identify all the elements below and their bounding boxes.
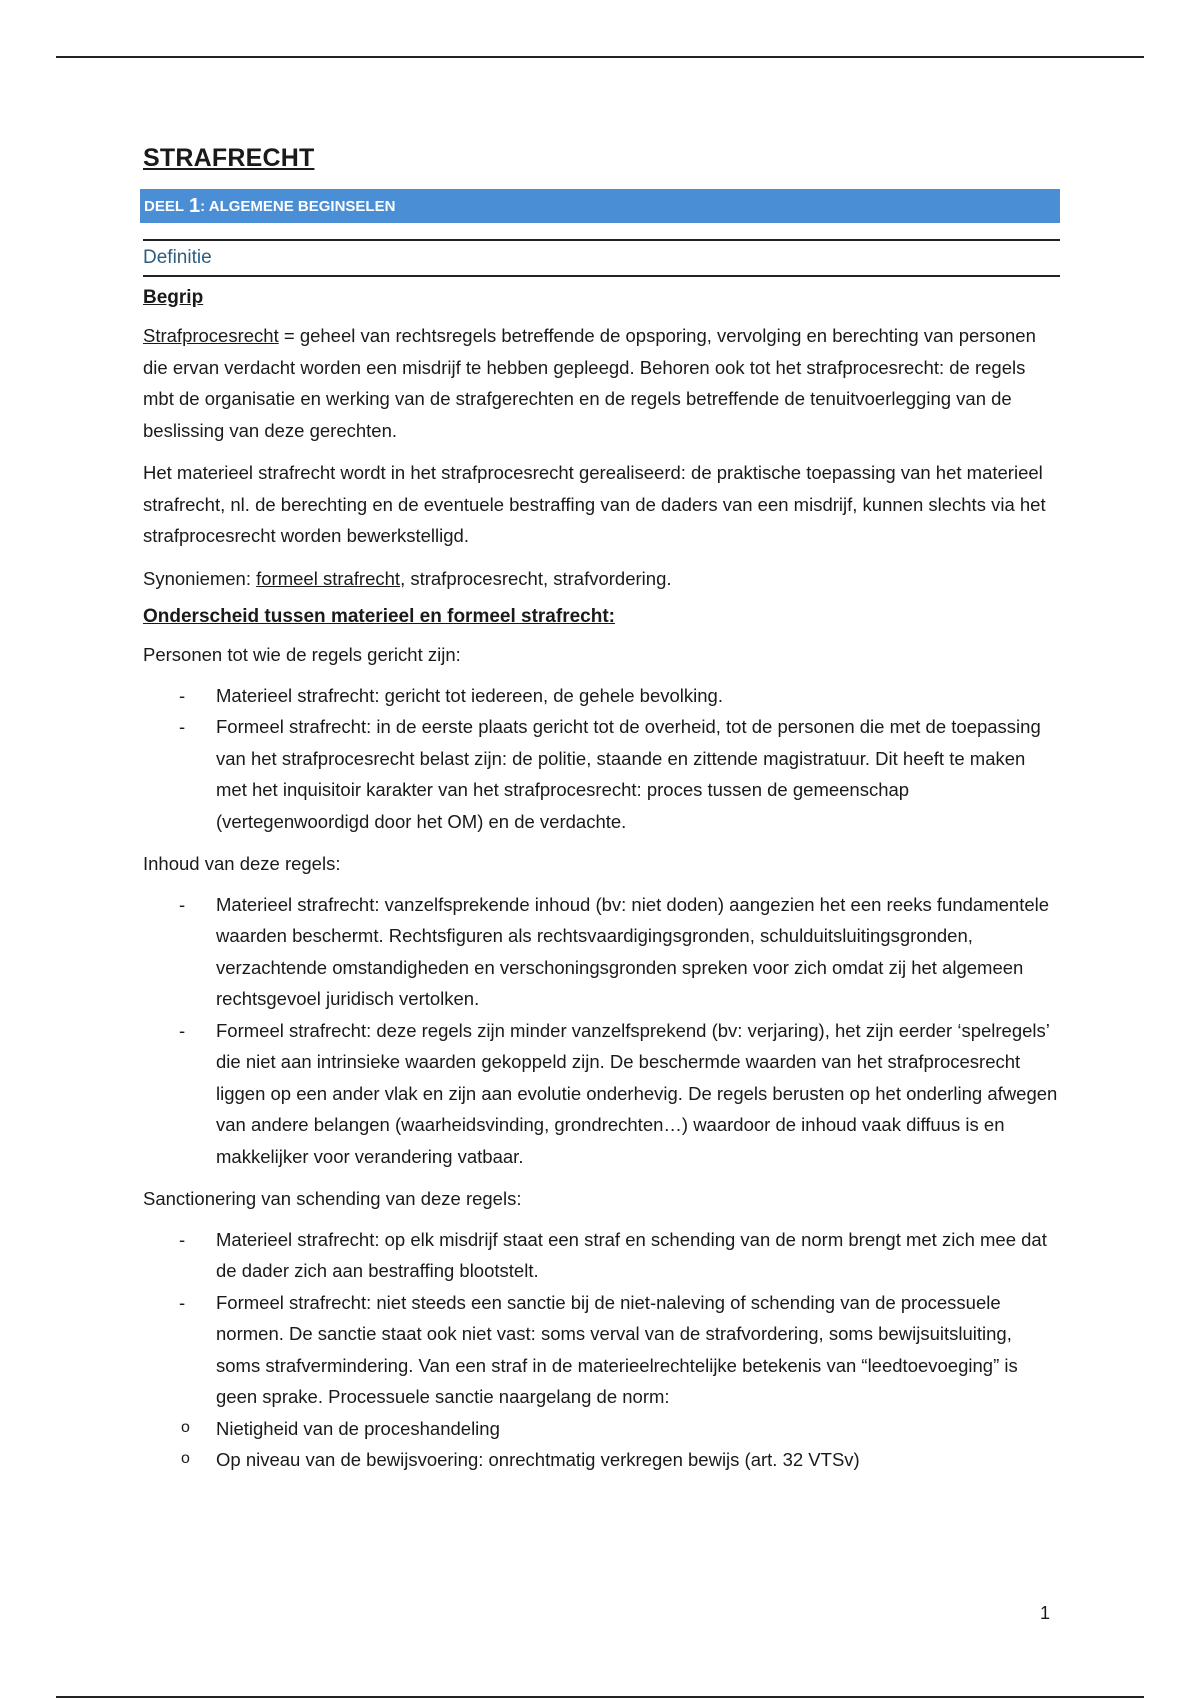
paragraph-materieel: Het materieel strafrecht wordt in het strafprocesrecht gerealiseerd: de praktische toepassing van het materieel strafrecht, nl. de berechting en de eventuele bestraffing van de daders van een misdrijf, kunnen slechts via het strafprocesrecht worden bewerkstelligd. — [143, 462, 1046, 546]
page-number: 1 — [1040, 1603, 1051, 1623]
paragraph-definition-text: = geheel van rechtsregels betreffende de opsporing, vervolging en berechting van personen die ervan verdacht worden een misdrijf te hebben gepleegd. Behoren ook tot het strafprocesrecht: de regels mbt de organisatie en werking van de strafgerechten en de regels betreffende de tenuitvoerlegging van de beslissing van deze gerechten. — [143, 325, 1036, 441]
synoniemen-term: formeel strafrecht — [256, 567, 401, 589]
dash-list — [143, 889, 1060, 1173]
paragraph-definition — [143, 320, 1060, 446]
dash-list — [143, 680, 1060, 838]
term-strafprocesrecht: Strafprocesrecht — [143, 325, 279, 346]
list-item: - Formeel strafrecht: deze regels zijn minder vanzelfsprekend (bv: verjaring), het zijn eerder ‘spelregels’ die niet aan intrinsieke waarden gekoppeld zijn. De beschermde waarden van het strafprocesrecht liggen op een ander vlak en zijn aan evolutie onderhevig. De regels berusten op het onderling afwegen van andere belangen (waarheidsvinding, grondrechten…) waardoor de inhoud vaak diffuus is en makkelijker voor verandering vatbaar. — [143, 1015, 1060, 1173]
section-intro: Sanctionering van schending van deze regels: — [143, 1188, 522, 1209]
list-item: - Materieel strafrecht: op elk misdrijf staat een straf en schending van de norm brengt met zich mee dat de dader zich aan bestraffing blootstelt. — [143, 1224, 1060, 1287]
section-intro: Personen tot wie de regels gericht zijn: — [143, 644, 461, 665]
section-bar-title: : ALGEMENE BEGINSELEN — [200, 197, 396, 215]
paragraph-synoniemen — [143, 563, 1060, 595]
heading-onderscheid: Onderscheid tussen materieel en formeel strafrecht: — [143, 606, 615, 627]
section-bar-prefix: DEEL — [144, 197, 185, 215]
sub-list-item: o Op niveau van de bewijsvoering: onrechtmatig verkregen bewijs (art. 32 VTSv) — [143, 1444, 1060, 1476]
sub-list-item: o Nietigheid van de proceshandeling — [143, 1413, 1060, 1445]
page-content — [143, 144, 1060, 1476]
synoniemen-label: Synoniemen: — [143, 567, 257, 589]
synoniemen-rest: , strafprocesrecht, strafvordering. — [400, 567, 672, 589]
document-title: STRAFRECHT — [143, 144, 315, 172]
list-item: - Materieel strafrecht: gericht tot iedereen, de gehele bevolking. — [143, 680, 1060, 712]
section-bar-number: 1 — [189, 194, 201, 217]
list-item: - Materieel strafrecht: vanzelfsprekende inhoud (bv: niet doden) aangezien het een reeks fundamentele waarden beschermt. Rechtsfiguren als rechtsvaardigingsgronden, schulduitsluitingsgronden, verzachtende omstandigheden en verschoningsgronden spreken voor zich omdat zij het algemeen rechtsgevoel juridisch vertolken. — [143, 889, 1060, 1015]
header-rule — [56, 56, 1144, 58]
sub-list — [143, 1413, 1060, 1476]
section-bar — [140, 189, 1060, 223]
list-item: - Formeel strafrecht: in de eerste plaats gericht tot de overheid, tot de personen die met de toepassing van het strafprocesrecht belast zijn: de politie, staande en zittende magistratuur. Dit heeft te maken met het inquisitoir karakter van het strafprocesrecht: proces tussen de gemeenschap (vertegenwoordigd door het OM) en de verdachte. — [143, 711, 1060, 837]
dash-list — [143, 1224, 1060, 1413]
list-item: - Formeel strafrecht: niet steeds een sanctie bij de niet-naleving of schending van de processuele normen. De sanctie staat ook niet vast: soms verval van de strafvordering, soms bewijsuitsluiting, soms strafvermindering. Van een straf in de materieelrechtelijke betekenis van “leedtoevoeging” is geen sprake. Processuele sanctie naargelang de norm: — [143, 1287, 1060, 1413]
footer-rule — [56, 1696, 1144, 1698]
heading-begrip: Begrip — [143, 287, 204, 308]
section-intro: Inhoud van deze regels: — [143, 853, 341, 874]
subheading-definitie: Definitie — [143, 239, 1060, 277]
